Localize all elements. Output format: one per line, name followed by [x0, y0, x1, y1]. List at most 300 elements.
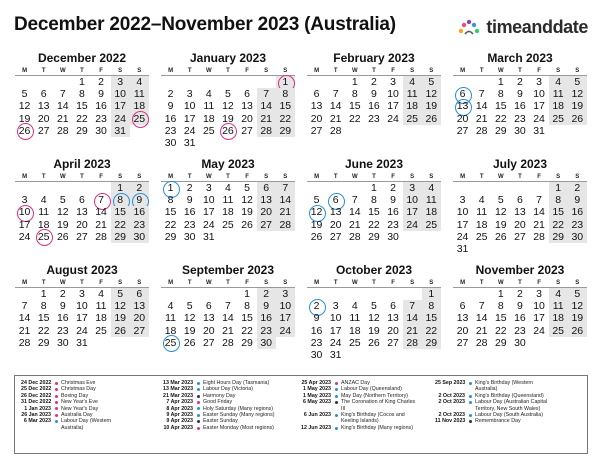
day-cell[interactable]: 26 — [568, 113, 587, 125]
day-cell[interactable]: 11 — [38, 206, 50, 219]
day-cell[interactable]: 8 — [244, 300, 250, 313]
day-cell[interactable]: 6 — [313, 88, 320, 101]
day-cell[interactable]: 2 — [517, 288, 523, 300]
day-cell[interactable]: 10 — [76, 300, 88, 313]
day-cell[interactable]: 4 — [205, 88, 212, 101]
day-cell[interactable]: 22 — [276, 113, 295, 125]
day-cell[interactable]: 1 — [371, 182, 377, 194]
day-cell[interactable]: 4 — [549, 288, 568, 300]
day-cell[interactable]: 26 — [111, 325, 130, 337]
day-cell[interactable]: 9 — [313, 312, 320, 325]
day-cell[interactable]: 17 — [18, 218, 31, 231]
day-cell[interactable]: 30 — [310, 348, 323, 361]
day-cell[interactable]: 9 — [59, 300, 66, 313]
day-cell[interactable]: 22 — [422, 325, 441, 337]
day-cell[interactable]: 27 — [257, 219, 276, 231]
day-cell[interactable]: 20 — [76, 218, 88, 231]
day-cell[interactable]: 9 — [186, 194, 193, 207]
day-cell[interactable]: 28 — [475, 124, 488, 137]
day-cell[interactable]: 15 — [494, 100, 507, 113]
day-cell[interactable]: 28 — [475, 336, 488, 349]
day-cell[interactable]: 7 — [403, 300, 422, 312]
day-cell[interactable]: 19 — [568, 100, 587, 112]
day-cell[interactable]: 9 — [568, 194, 587, 206]
day-cell[interactable]: 9 — [167, 100, 174, 113]
day-cell[interactable]: 9 — [257, 300, 276, 312]
day-cell[interactable]: 21 — [257, 113, 276, 125]
day-cell[interactable]: 23 — [130, 219, 149, 231]
day-cell[interactable]: 23 — [310, 336, 323, 349]
day-cell[interactable]: 6 — [517, 194, 523, 207]
day-cell[interactable]: 21 — [475, 324, 488, 337]
day-cell[interactable]: 17 — [403, 206, 422, 218]
day-cell[interactable]: 26 — [310, 230, 323, 243]
day-cell[interactable]: 14 — [276, 194, 295, 206]
day-cell[interactable]: 24 — [18, 230, 31, 243]
day-cell[interactable]: 18 — [403, 100, 422, 112]
day-cell[interactable]: 23 — [514, 324, 526, 337]
day-cell[interactable]: 13 — [257, 194, 276, 206]
day-cell[interactable]: 16 — [514, 312, 526, 325]
day-cell[interactable]: 11 — [549, 88, 568, 100]
day-cell[interactable]: 21 — [533, 218, 545, 231]
day-cell[interactable]: 7 — [92, 194, 111, 206]
day-cell[interactable]: 22 — [494, 112, 507, 125]
day-cell[interactable]: 15 — [241, 312, 253, 325]
day-cell[interactable]: 1 — [79, 76, 85, 88]
day-cell[interactable]: 7 — [332, 88, 339, 101]
day-cell[interactable]: 20 — [514, 218, 526, 231]
day-cell[interactable]: 22 — [37, 324, 50, 337]
day-cell[interactable]: 4 — [225, 182, 231, 194]
day-cell[interactable]: 7 — [21, 300, 28, 313]
day-cell[interactable]: 16 — [568, 206, 587, 218]
day-cell[interactable]: 5 — [568, 76, 587, 88]
day-cell[interactable]: 1 — [497, 288, 504, 300]
day-cell[interactable]: 6 — [130, 288, 149, 300]
day-cell[interactable]: 22 — [348, 112, 361, 125]
day-cell[interactable]: 7 — [276, 182, 295, 194]
day-cell[interactable]: 15 — [164, 206, 177, 219]
day-cell[interactable]: 13 — [310, 100, 323, 113]
day-cell[interactable]: 18 — [164, 324, 177, 337]
day-cell[interactable]: 16 — [56, 312, 69, 325]
day-cell[interactable]: 12 — [183, 312, 196, 325]
day-cell[interactable]: 18 — [37, 218, 50, 231]
day-cell[interactable]: 4 — [130, 76, 149, 88]
day-cell[interactable]: 11 — [222, 194, 234, 207]
day-cell[interactable]: 2 — [517, 76, 523, 88]
day-cell[interactable]: 6 — [257, 182, 276, 194]
day-cell[interactable]: 17 — [329, 324, 342, 337]
day-cell[interactable]: 3 — [111, 76, 130, 88]
day-cell[interactable]: 12 — [241, 194, 253, 207]
day-cell[interactable]: 28 — [222, 336, 234, 349]
day-cell[interactable]: 15 — [549, 206, 568, 218]
day-cell[interactable]: 13 — [37, 100, 50, 113]
day-cell[interactable]: 25 — [422, 219, 441, 231]
day-cell[interactable]: 3 — [536, 288, 542, 300]
day-cell[interactable]: 13 — [453, 100, 472, 112]
day-cell[interactable]: 6 — [459, 300, 466, 313]
day-cell[interactable]: 4 — [167, 300, 174, 313]
day-cell[interactable]: 12 — [18, 100, 31, 113]
day-cell[interactable]: 13 — [456, 312, 469, 325]
day-cell[interactable]: 15 — [111, 206, 130, 218]
day-cell[interactable]: 3 — [332, 300, 339, 313]
day-cell[interactable]: 27 — [456, 336, 469, 349]
day-cell[interactable]: 29 — [368, 230, 380, 243]
day-cell[interactable]: 21 — [403, 325, 422, 337]
day-cell[interactable]: 31 — [456, 242, 469, 255]
day-cell[interactable]: 22 — [241, 324, 253, 337]
day-cell[interactable]: 21 — [348, 218, 361, 231]
day-cell[interactable]: 17 — [183, 112, 196, 125]
day-cell[interactable]: 16 — [95, 100, 107, 113]
day-cell[interactable]: 2 — [59, 288, 66, 300]
day-cell[interactable]: 5 — [497, 194, 504, 207]
day-cell[interactable]: 18 — [348, 324, 361, 337]
day-cell[interactable]: 23 — [568, 219, 587, 231]
day-cell[interactable]: 8 — [351, 88, 358, 101]
day-cell[interactable]: 19 — [368, 324, 380, 337]
day-cell[interactable]: 6 — [390, 300, 396, 313]
day-cell[interactable]: 16 — [310, 324, 323, 337]
day-cell[interactable]: 28 — [533, 230, 545, 243]
day-cell[interactable]: 30 — [183, 230, 196, 243]
day-cell[interactable]: 10 — [276, 300, 295, 312]
day-cell[interactable]: 1 — [244, 288, 250, 300]
day-cell[interactable]: 3 — [403, 182, 422, 194]
day-cell[interactable]: 1 — [422, 288, 441, 300]
day-cell[interactable]: 5 — [225, 88, 231, 101]
day-cell[interactable]: 26 — [241, 218, 253, 231]
day-cell[interactable]: 4 — [98, 288, 104, 300]
day-cell[interactable]: 14 — [257, 100, 276, 112]
day-cell[interactable]: 2 — [167, 88, 174, 101]
day-cell[interactable]: 9 — [130, 194, 149, 206]
day-cell[interactable]: 23 — [514, 112, 526, 125]
day-cell[interactable]: 31 — [533, 124, 545, 137]
day-cell[interactable]: 25 — [161, 337, 180, 349]
day-cell[interactable]: 26 — [494, 230, 507, 243]
day-cell[interactable]: 20 — [130, 312, 149, 324]
day-cell[interactable]: 13 — [202, 312, 215, 325]
day-cell[interactable]: 23 — [164, 124, 177, 137]
day-cell[interactable]: 7 — [351, 194, 358, 207]
day-cell[interactable]: 4 — [351, 300, 358, 313]
day-cell[interactable]: 14 — [95, 206, 107, 219]
day-cell[interactable]: 27 — [37, 124, 50, 137]
day-cell[interactable]: 18 — [222, 206, 234, 219]
day-cell[interactable]: 14 — [56, 100, 69, 113]
day-cell[interactable]: 30 — [514, 336, 526, 349]
day-cell[interactable]: 19 — [494, 218, 507, 231]
day-cell[interactable]: 12 — [368, 312, 380, 325]
day-cell[interactable]: 4 — [422, 182, 441, 194]
day-cell[interactable]: 17 — [387, 100, 399, 113]
day-cell[interactable]: 2 — [257, 288, 276, 300]
day-cell[interactable]: 23 — [387, 218, 399, 231]
day-cell[interactable]: 24 — [111, 113, 130, 125]
day-cell[interactable]: 25 — [403, 113, 422, 125]
day-cell[interactable]: 21 — [329, 112, 342, 125]
day-cell[interactable]: 5 — [244, 182, 250, 194]
day-cell[interactable]: 7 — [536, 194, 542, 207]
day-cell[interactable]: 8 — [111, 194, 130, 206]
day-cell[interactable]: 24 — [387, 112, 399, 125]
day-cell[interactable]: 19 — [568, 312, 587, 324]
day-cell[interactable]: 8 — [371, 194, 377, 207]
day-cell[interactable]: 23 — [56, 324, 69, 337]
day-cell[interactable]: 24 — [403, 219, 422, 231]
day-cell[interactable]: 2 — [390, 182, 396, 194]
day-cell[interactable]: 19 — [18, 112, 31, 125]
day-cell[interactable]: 20 — [387, 324, 399, 337]
day-cell[interactable]: 10 — [329, 312, 342, 325]
day-cell[interactable]: 10 — [403, 194, 422, 206]
day-cell[interactable]: 9 — [390, 194, 396, 207]
day-cell[interactable]: 24 — [276, 325, 295, 337]
day-cell[interactable]: 20 — [241, 112, 253, 125]
day-cell[interactable]: 30 — [514, 124, 526, 137]
day-cell[interactable]: 24 — [183, 124, 196, 137]
day-cell[interactable]: 24 — [533, 112, 545, 125]
day-cell[interactable]: 20 — [456, 324, 469, 337]
day-cell[interactable]: 30 — [568, 231, 587, 243]
day-cell[interactable]: 24 — [202, 218, 215, 231]
day-cell[interactable]: 28 — [276, 219, 295, 231]
day-cell[interactable]: 26 — [568, 325, 587, 337]
day-cell[interactable]: 8 — [40, 300, 47, 313]
day-cell[interactable]: 29 — [422, 337, 441, 349]
day-cell[interactable]: 30 — [130, 231, 149, 243]
day-cell[interactable]: 3 — [205, 182, 212, 194]
day-cell[interactable]: 6 — [453, 88, 472, 100]
day-cell[interactable]: 14 — [329, 100, 342, 113]
day-cell[interactable]: 10 — [387, 88, 399, 101]
day-cell[interactable]: 7 — [257, 88, 276, 100]
day-cell[interactable]: 14 — [533, 206, 545, 219]
day-cell[interactable]: 13 — [329, 206, 342, 219]
day-cell[interactable]: 16 — [130, 206, 149, 218]
day-cell[interactable]: 27 — [202, 336, 215, 349]
day-cell[interactable]: 5 — [422, 76, 441, 88]
day-cell[interactable]: 30 — [164, 136, 177, 149]
day-cell[interactable]: 29 — [276, 125, 295, 137]
day-cell[interactable]: 16 — [257, 312, 276, 324]
day-cell[interactable]: 25 — [475, 230, 488, 243]
day-cell[interactable]: 11 — [422, 194, 441, 206]
day-cell[interactable]: 15 — [276, 100, 295, 112]
day-cell[interactable]: 4 — [478, 194, 485, 207]
day-cell[interactable]: 27 — [130, 325, 149, 337]
day-cell[interactable]: 24 — [76, 324, 88, 337]
day-cell[interactable]: 14 — [222, 312, 234, 325]
day-cell[interactable]: 5 — [313, 194, 320, 207]
day-cell[interactable]: 18 — [202, 112, 215, 125]
day-cell[interactable]: 10 — [111, 88, 130, 100]
day-cell[interactable]: 22 — [111, 219, 130, 231]
day-cell[interactable]: 2 — [98, 76, 104, 88]
day-cell[interactable]: 9 — [517, 88, 523, 101]
day-cell[interactable]: 24 — [456, 230, 469, 243]
day-cell[interactable]: 19 — [310, 218, 323, 231]
day-cell[interactable]: 8 — [497, 300, 504, 313]
day-cell[interactable]: 20 — [456, 112, 469, 125]
day-cell[interactable]: 25 — [222, 218, 234, 231]
day-cell[interactable]: 10 — [183, 100, 196, 113]
day-cell[interactable]: 20 — [310, 112, 323, 125]
day-cell[interactable]: 25 — [202, 124, 215, 137]
day-cell[interactable]: 3 — [21, 194, 28, 207]
day-cell[interactable]: 29 — [494, 336, 507, 349]
day-cell[interactable]: 17 — [456, 218, 469, 231]
day-cell[interactable]: 3 — [276, 288, 295, 300]
day-cell[interactable]: 7 — [59, 88, 66, 101]
day-cell[interactable]: 11 — [95, 300, 107, 313]
day-cell[interactable]: 19 — [241, 206, 253, 219]
day-cell[interactable]: 26 — [422, 113, 441, 125]
day-cell[interactable]: 11 — [476, 206, 488, 219]
day-cell[interactable]: 19 — [422, 100, 441, 112]
day-cell[interactable]: 5 — [568, 288, 587, 300]
day-cell[interactable]: 28 — [329, 124, 342, 137]
day-cell[interactable]: 18 — [549, 312, 568, 324]
day-cell[interactable]: 17 — [202, 206, 215, 219]
day-cell[interactable]: 3 — [186, 88, 193, 101]
day-cell[interactable]: 3 — [79, 288, 85, 300]
day-cell[interactable]: 19 — [183, 324, 196, 337]
day-cell[interactable]: 3 — [536, 76, 542, 88]
day-cell[interactable]: 20 — [37, 112, 50, 125]
day-cell[interactable]: 7 — [478, 300, 485, 313]
day-cell[interactable]: 15 — [494, 312, 507, 325]
day-cell[interactable]: 20 — [257, 206, 276, 218]
day-cell[interactable]: 28 — [403, 337, 422, 349]
day-cell[interactable]: 12 — [568, 88, 587, 100]
day-cell[interactable]: 7 — [478, 88, 485, 101]
day-cell[interactable]: 10 — [533, 300, 545, 313]
day-cell[interactable]: 14 — [18, 312, 31, 325]
day-cell[interactable]: 15 — [368, 206, 380, 219]
day-cell[interactable]: 15 — [37, 312, 50, 325]
day-cell[interactable]: 18 — [549, 100, 568, 112]
day-cell[interactable]: 9 — [517, 300, 523, 313]
day-cell[interactable]: 16 — [368, 100, 380, 113]
day-cell[interactable]: 1 — [549, 182, 568, 194]
day-cell[interactable]: 29 — [164, 230, 177, 243]
day-cell[interactable]: 17 — [111, 100, 130, 112]
day-cell[interactable]: 12 — [222, 100, 234, 113]
day-cell[interactable]: 13 — [76, 206, 88, 219]
day-cell[interactable]: 29 — [76, 124, 88, 137]
day-cell[interactable]: 27 — [310, 124, 323, 137]
day-cell[interactable]: 24 — [533, 324, 545, 337]
day-cell[interactable]: 24 — [329, 336, 342, 349]
day-cell[interactable]: 23 — [257, 325, 276, 337]
day-cell[interactable]: 27 — [76, 230, 88, 243]
day-cell[interactable]: 18 — [130, 100, 149, 112]
day-cell[interactable]: 29 — [549, 231, 568, 243]
day-cell[interactable]: 23 — [183, 218, 196, 231]
day-cell[interactable]: 25 — [95, 324, 107, 337]
day-cell[interactable]: 4 — [40, 194, 47, 207]
day-cell[interactable]: 8 — [276, 88, 295, 100]
day-cell[interactable]: 2 — [186, 182, 193, 194]
day-cell[interactable]: 25 — [130, 113, 149, 125]
day-cell[interactable]: 30 — [257, 337, 276, 349]
day-cell[interactable]: 13 — [387, 312, 399, 325]
day-cell[interactable]: 5 — [111, 288, 130, 300]
day-cell[interactable]: 20 — [329, 218, 342, 231]
day-cell[interactable]: 12 — [494, 206, 507, 219]
day-cell[interactable]: 25 — [549, 325, 568, 337]
day-cell[interactable]: 9 — [98, 88, 104, 101]
day-cell[interactable]: 10 — [202, 194, 215, 207]
day-cell[interactable]: 3 — [459, 194, 466, 207]
day-cell[interactable]: 13 — [241, 100, 253, 113]
day-cell[interactable]: 19 — [111, 312, 130, 324]
day-cell[interactable]: 23 — [95, 112, 107, 125]
day-cell[interactable]: 31 — [76, 336, 88, 349]
day-cell[interactable]: 1 — [40, 288, 47, 300]
day-cell[interactable]: 6 — [326, 194, 345, 206]
day-cell[interactable]: 11 — [549, 300, 568, 312]
day-cell[interactable]: 26 — [183, 336, 196, 349]
day-cell[interactable]: 30 — [56, 336, 69, 349]
day-cell[interactable]: 26 — [15, 125, 34, 137]
day-cell[interactable]: 6 — [79, 194, 85, 207]
day-cell[interactable]: 17 — [533, 100, 545, 113]
day-cell[interactable]: 3 — [390, 76, 396, 88]
day-cell[interactable]: 27 — [387, 336, 399, 349]
day-cell[interactable]: 29 — [37, 336, 50, 349]
day-cell[interactable]: 1 — [111, 182, 130, 194]
day-cell[interactable]: 28 — [95, 230, 107, 243]
day-cell[interactable]: 28 — [56, 124, 69, 137]
day-cell[interactable]: 26 — [218, 125, 237, 137]
day-cell[interactable]: 12 — [422, 88, 441, 100]
day-cell[interactable]: 13 — [514, 206, 526, 219]
day-cell[interactable]: 2 — [568, 182, 587, 194]
day-cell[interactable]: 22 — [549, 219, 568, 231]
day-cell[interactable]: 29 — [494, 124, 507, 137]
day-cell[interactable]: 6 — [40, 88, 47, 101]
day-cell[interactable]: 7 — [225, 300, 231, 313]
day-cell[interactable]: 19 — [56, 218, 69, 231]
day-cell[interactable]: 8 — [79, 88, 85, 101]
day-cell[interactable]: 21 — [222, 324, 234, 337]
day-cell[interactable]: 18 — [422, 206, 441, 218]
day-cell[interactable]: 14 — [403, 312, 422, 324]
day-cell[interactable]: 26 — [56, 230, 69, 243]
day-cell[interactable]: 8 — [497, 88, 504, 101]
day-cell[interactable]: 17 — [276, 312, 295, 324]
day-cell[interactable]: 27 — [241, 124, 253, 137]
day-cell[interactable]: 12 — [307, 206, 326, 218]
day-cell[interactable]: 9 — [371, 88, 377, 101]
day-cell[interactable]: 10 — [533, 88, 545, 101]
day-cell[interactable]: 30 — [95, 124, 107, 137]
day-cell[interactable]: 8 — [167, 194, 174, 207]
day-cell[interactable]: 12 — [568, 300, 587, 312]
day-cell[interactable]: 11 — [165, 312, 177, 325]
day-cell[interactable]: 1 — [161, 182, 180, 194]
day-cell[interactable]: 11 — [130, 88, 149, 100]
day-cell[interactable]: 19 — [222, 112, 234, 125]
day-cell[interactable]: 5 — [21, 88, 28, 101]
